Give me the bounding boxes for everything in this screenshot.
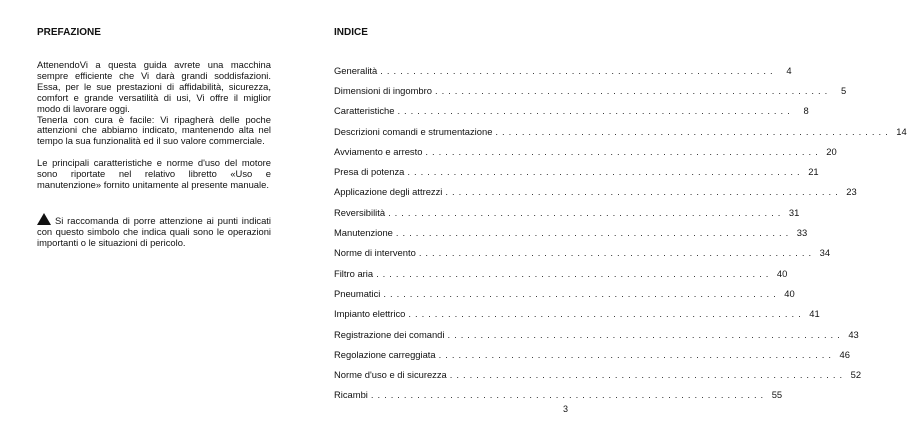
toc-label: Avviamento e arresto xyxy=(334,145,423,157)
toc-entry xyxy=(334,324,859,344)
toc-label: Caratteristiche xyxy=(334,105,395,117)
toc-page: 21 xyxy=(808,166,819,178)
toc-page: 46 xyxy=(839,348,850,360)
toc-label: Registrazione dei comandi xyxy=(334,328,445,340)
leader-dots: ............................................................ xyxy=(438,348,835,360)
table-of-contents xyxy=(334,60,907,405)
leader-dots: ............................................................ xyxy=(388,206,785,218)
toc-page: 31 xyxy=(788,206,800,218)
toc-page: 43 xyxy=(848,328,859,340)
toc-label: Manutenzione xyxy=(334,227,393,239)
leader-dots: ............................................................ xyxy=(408,308,805,320)
leader-dots: ............................................................ xyxy=(447,328,844,340)
toc-label: Filtro aria xyxy=(334,267,374,279)
preface-title: PREFAZIONE xyxy=(37,27,101,38)
toc-entry xyxy=(334,243,831,263)
leader-dots: ............................................................ xyxy=(449,369,847,381)
toc-page: 52 xyxy=(850,369,862,381)
toc-page: 40 xyxy=(776,267,788,279)
leader-dots: ............................................................ xyxy=(418,247,816,259)
toc-entry xyxy=(334,141,837,161)
page-number: 3 xyxy=(563,404,569,414)
leader-dots: ............................................................ xyxy=(434,84,832,96)
leader-dots: ............................................................ xyxy=(425,145,822,157)
toc-entry xyxy=(334,121,907,141)
warning-note xyxy=(37,213,271,249)
leader-dots: ............................................................ xyxy=(376,267,773,279)
toc-entry xyxy=(334,182,857,202)
leader-dots: ............................................................ xyxy=(395,227,793,239)
leader-dots: ............................................................ xyxy=(383,287,780,299)
toc-label: Dimensioni di ingombro xyxy=(334,84,432,96)
toc-page: 40 xyxy=(784,287,795,299)
toc-label: Regolazione carreggiata xyxy=(334,348,436,360)
warning-triangle-icon xyxy=(37,213,51,225)
toc-label: Norme di intervento xyxy=(334,247,416,259)
leader-dots: ............................................................ xyxy=(495,125,892,137)
toc-page: 14 xyxy=(896,125,907,137)
toc-page: 33 xyxy=(796,227,808,239)
toc-page: 20 xyxy=(826,145,837,157)
toc-page: 34 xyxy=(819,247,831,259)
leader-dots: ............................................................ xyxy=(445,186,842,198)
paragraph-2: Tenerla con cura è facile: Vi ripagherà delle poche attenzioni che abbiamo indicato, mantenendo alta nel tempo la sua funzionalità ed il suo valore commerciale. xyxy=(37,113,271,147)
toc-label: Norme d'uso e di sicurezza xyxy=(334,369,447,381)
toc-page: 23 xyxy=(846,186,857,198)
toc-page: 55 xyxy=(771,389,783,401)
toc-page: 8 xyxy=(803,105,809,117)
toc-entry xyxy=(334,80,847,100)
toc-label: Generalità xyxy=(334,64,378,76)
toc-entry xyxy=(334,304,820,324)
toc-entry xyxy=(334,385,783,405)
paragraph-3: Le principali caratteristiche e norme d'uso del motore sono riportate nel relativo libretto «Uso e manutenzione» fornito unitamente al presente manuale. xyxy=(37,157,271,190)
toc-page: 4 xyxy=(786,64,792,76)
index-title: INDICE xyxy=(334,27,368,38)
toc-entry xyxy=(334,101,809,121)
toc-page: 5 xyxy=(841,84,847,96)
toc-label: Descrizioni comandi e strumentazione xyxy=(334,125,493,137)
preface-text xyxy=(37,60,271,259)
toc-entry xyxy=(334,161,819,181)
leader-dots: ............................................................ xyxy=(380,64,777,76)
toc-label: Applicazione degli attrezzi xyxy=(334,186,443,198)
toc-entry xyxy=(334,344,850,364)
paragraph-1: AttenendoVi a questa guida avrete una macchina sempre efficiente che Vi darà grandi soddisfazioni. Essa, per le sue prestazioni di affidabilità, sicurezza, comfort e grande versatilità di usi, Vi offre il miglior modo di lavorare oggi. xyxy=(37,59,271,114)
toc-entry xyxy=(334,263,788,283)
toc-page: 41 xyxy=(809,308,820,320)
toc-label: Reversibilità xyxy=(334,206,386,218)
toc-entry xyxy=(334,283,795,303)
leader-dots: ............................................................ xyxy=(407,166,804,178)
leader-dots: ............................................................ xyxy=(370,389,768,401)
toc-label: Pneumatici xyxy=(334,287,381,299)
toc-label: Impianto elettrico xyxy=(334,308,406,320)
toc-entry xyxy=(334,202,800,222)
preface-paragraph xyxy=(37,60,271,147)
toc-entry xyxy=(334,222,808,242)
toc-label: Presa di potenza xyxy=(334,166,405,178)
leader-dots: ............................................................ xyxy=(397,105,794,117)
warning-text: Si raccomanda di porre attenzione ai punti indicati con questo simbolo che indica quali sono le operazioni importanti o le situazioni di pericolo. xyxy=(37,214,271,248)
toc-entry xyxy=(334,364,862,384)
toc-entry xyxy=(334,60,792,80)
toc-label: Ricambi xyxy=(334,389,368,401)
